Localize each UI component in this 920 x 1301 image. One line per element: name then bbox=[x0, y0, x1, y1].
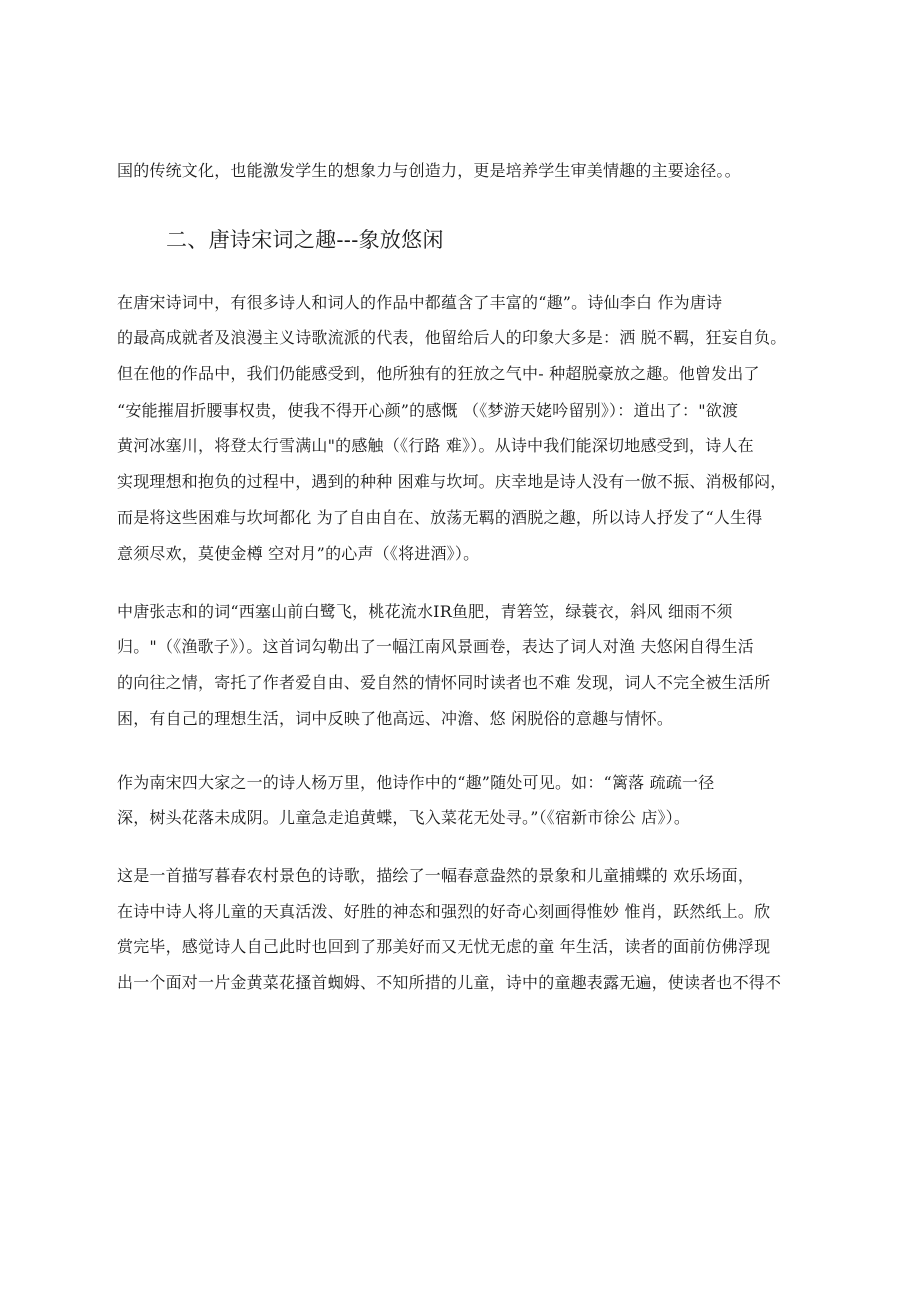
paragraph-1-line-7: 而是将这些困难与坎坷都化 为了自由自在、放荡无羁的酒脱之趣，所以诗人抒发了“人生得 bbox=[117, 508, 763, 527]
paragraph-4-line-1: 这是一首描写暮春农村景色的诗歌，描绘了一幅春意盎然的景象和儿童捕蝶的 欢乐场面， bbox=[117, 866, 755, 885]
paragraph-2-line-4: 困，有自己的理想生活，词中反映了他高远、冲澹、悠 闲脱俗的意趣与情怀。 bbox=[117, 709, 674, 728]
paragraph-3-line-1: 作为南宋四大家之一的诗人杨万里，他诗作中的“趣”随处可见。如：“篱落 疏疏一径 bbox=[117, 773, 715, 792]
paragraph-1-line-6: 实现理想和抱负的过程中，遇到的种种 困难与坎坷。庆幸地是诗人没有一倣不振、消极郁闷， bbox=[117, 472, 787, 491]
section-heading: 二、唐诗宋词之趣---象放悠闲 bbox=[166, 228, 444, 252]
paragraph-2-line-3: 的向往之情，寄托了作者爱自由、爱自然的情怀同时读者也不难 发现，词人不完全被生活所 bbox=[117, 673, 771, 692]
paragraph-1-line-2: 的最高成就者及浪漫主义诗歌流派的代表，他留给后人的印象大多是：洒 脱不羁，狂妄自负。 bbox=[117, 328, 787, 347]
paragraph-1-line-3: 但在他的作品中，我们仍能感受到，他所独有的狂放之气中- 种超脱豪放之趣。他曾发出了 bbox=[117, 364, 760, 383]
paragraph-1-line-1: 在唐宋诗词中，有很多诗人和词人的作品中都蕴含了丰富的“趣”。诗仙李白 作为唐诗 bbox=[117, 293, 723, 312]
paragraph-2-line-1: 中唐张志和的词“西塞山前白鹭飞，桃花流水IR鱼肥，青箬笠，绿蓑衣，斜风 细雨不须 bbox=[117, 602, 733, 621]
paragraph-1-line-4: “安能摧眉折腰事权贵，使我不得开心颜”的感慨 （《梦游天姥吟留别》）：道出了："欲渡 bbox=[117, 401, 739, 420]
paragraph-1-line-8: 意须尽欢，莫使金樽 空对月”的心声（《将进酒》）。 bbox=[117, 544, 480, 563]
paragraph-4-line-3: 赏完毕，感觉诗人自己此时也回到了那美好而又无忧无虑的童 年生活，读者的面前仿佛浮现 bbox=[117, 937, 771, 956]
intro-line: 国的传统文化，也能激发学生的想象力与创造力，更是培养学生审美情趣的主要途径。。 bbox=[117, 161, 741, 180]
paragraph-2-line-2: 归。"（《渔歌子》）。这首词勾勒出了一幅江南风景画卷，表达了词人对渔 夫悠闲自得生活 bbox=[117, 637, 754, 656]
paragraph-3-line-2: 深，树头花落未成阴。儿童急走追黄蝶，飞入菜花无处寻。”（《宿新市徐公 店》）。 bbox=[117, 808, 691, 827]
paragraph-1-line-5: 黄河冰塞川，将登太行雪满山"的感触（《行路 难》）。从诗中我们能深切地感受到，诗人在 bbox=[117, 436, 754, 455]
paragraph-4-line-2: 在诗中诗人将儿童的天真活泼、好胜的神态和强烈的好奇心刻画得惟妙 惟肖，跃然纸上。欣 bbox=[117, 902, 771, 921]
paragraph-4-line-4: 出一个面对一片金黄菜花搔首蜘姆、不知所措的儿童，诗中的童趣表露无遍，使读者也不得不 bbox=[117, 973, 782, 992]
